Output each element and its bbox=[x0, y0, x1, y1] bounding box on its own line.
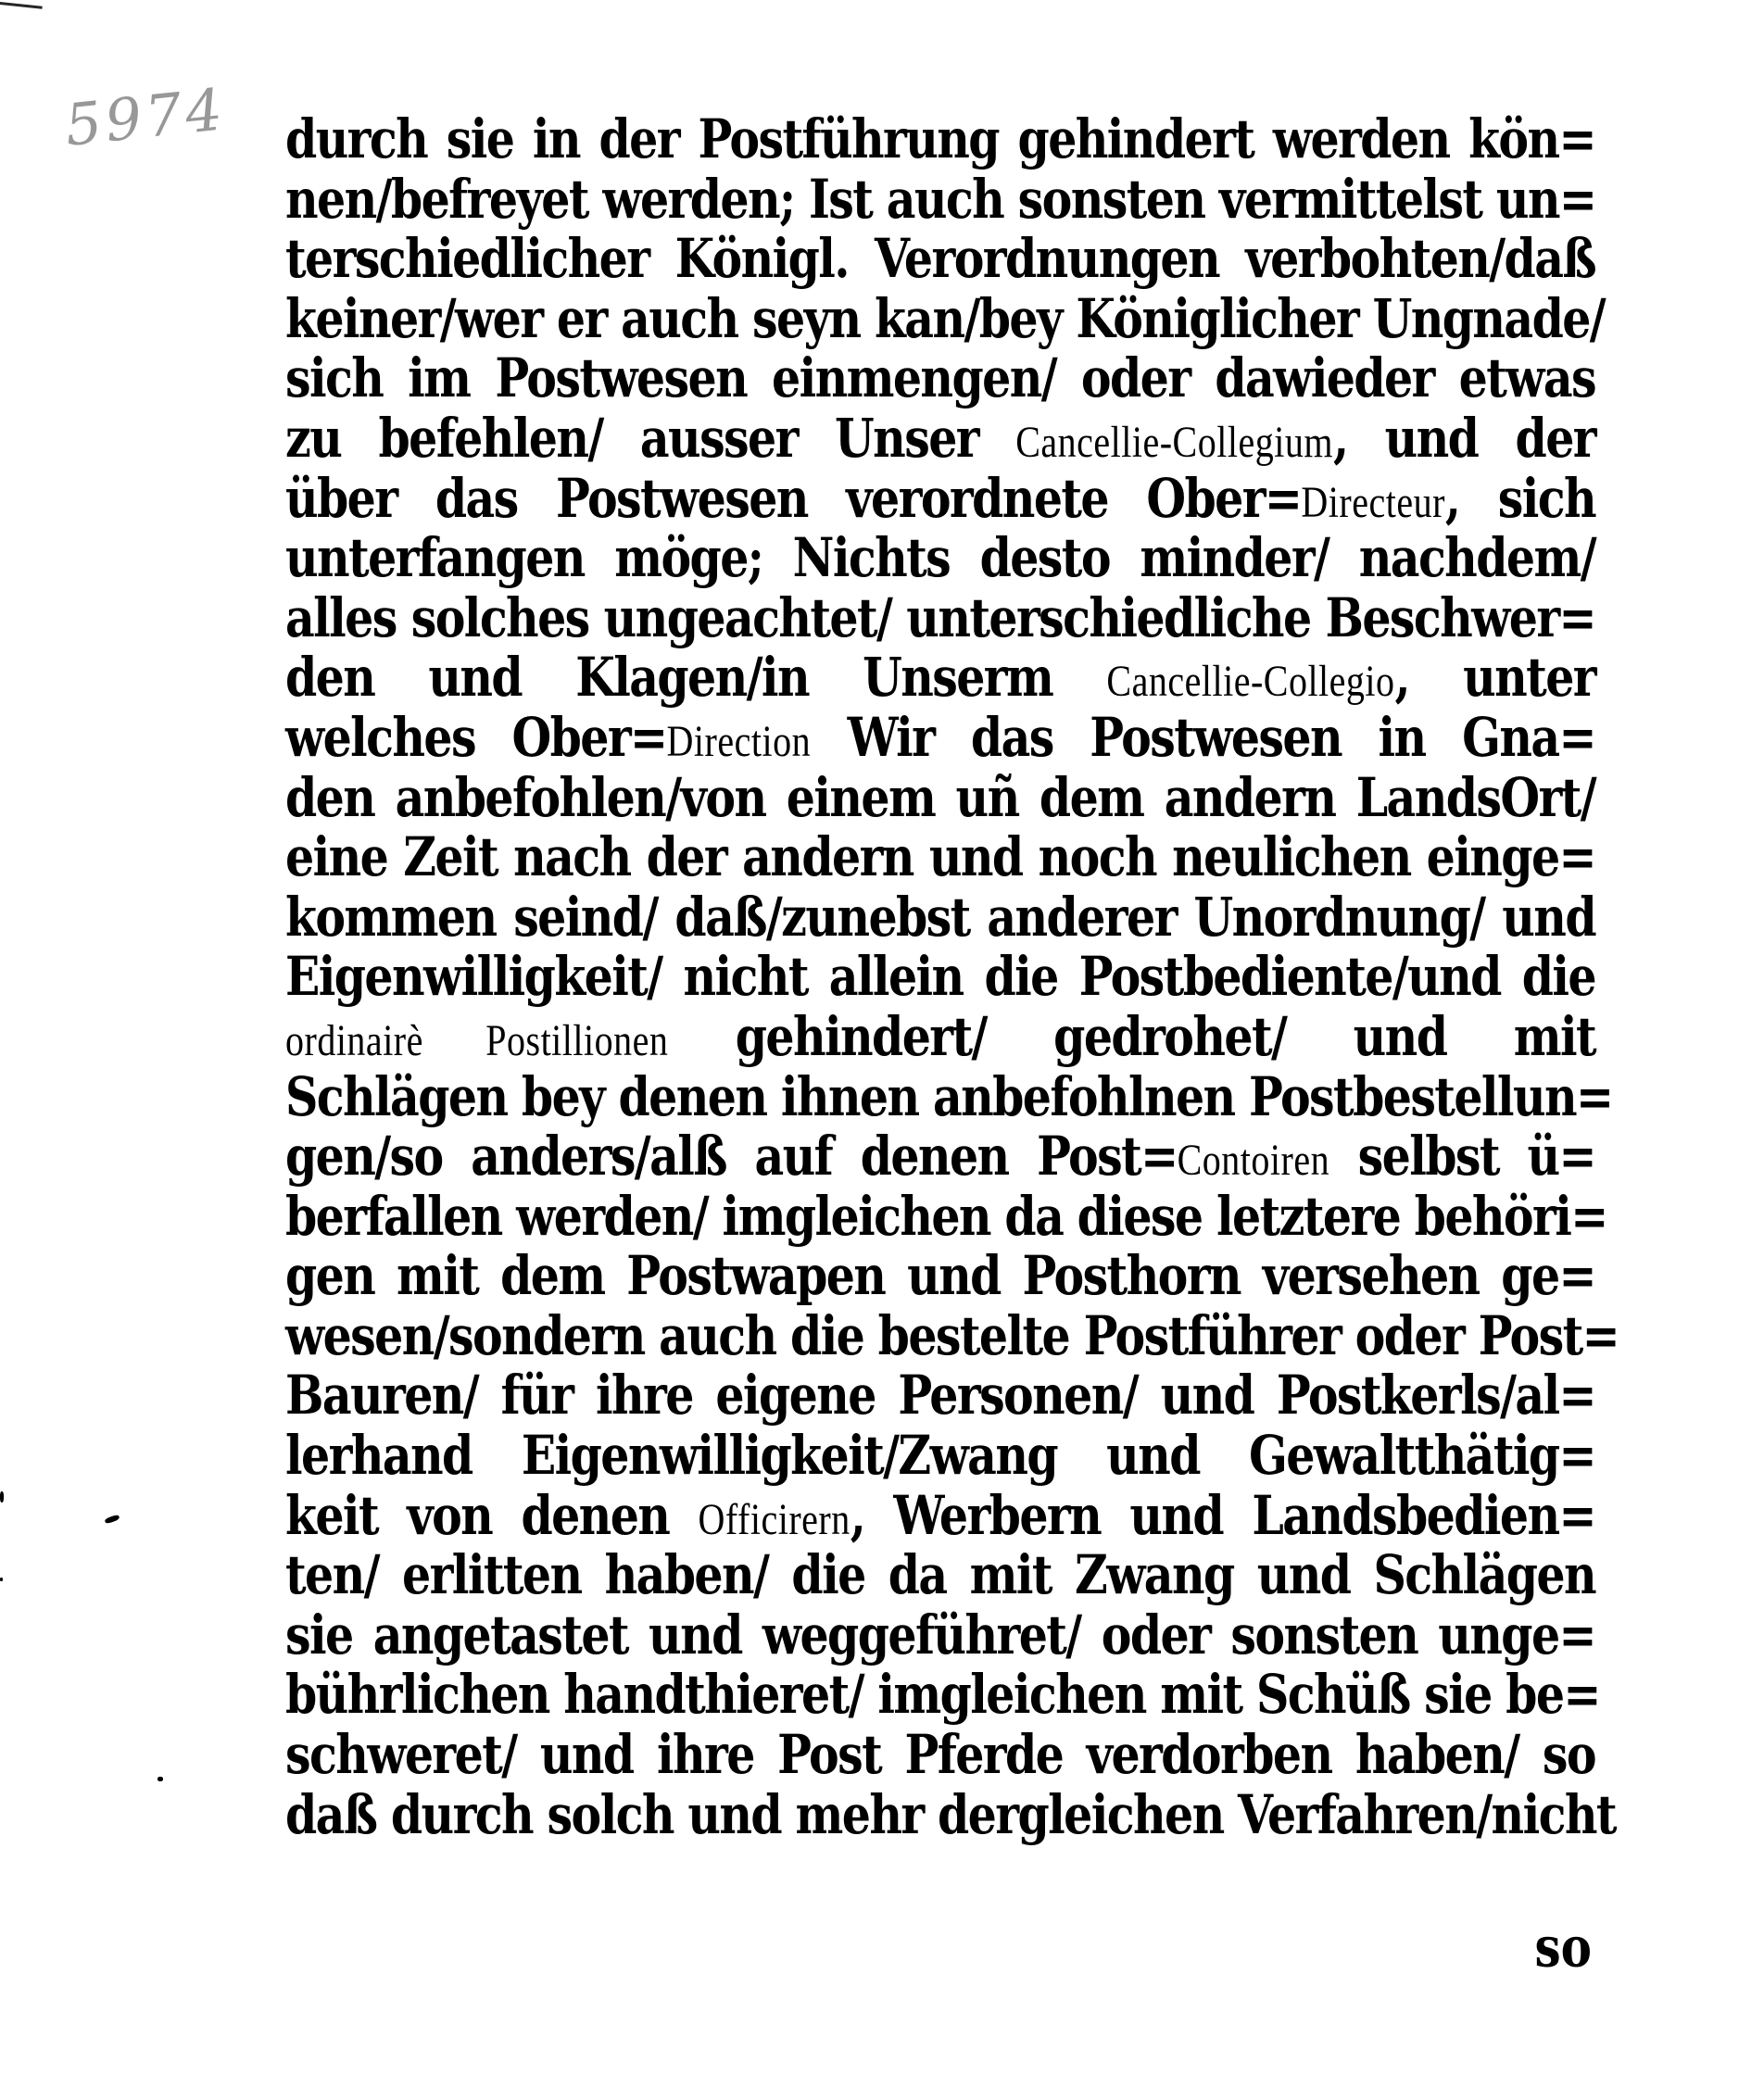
fraktur-text: kommen seind/ daß/zunebst anderer Unordnung/ und bbox=[285, 885, 1595, 949]
body-text bbox=[285, 107, 1619, 1846]
fraktur-text: alles solches ungeachtet/ unterschiedliche Beschwer= bbox=[285, 585, 1595, 649]
fraktur-text: schweret/ und ihre Post Pferde verdorben haben/ so bbox=[285, 1722, 1595, 1787]
fraktur-text: bührlichen handthieret/ imgleichen mit Schüß sie be= bbox=[285, 1663, 1600, 1727]
fraktur-text: Wir das Postwesen in Gna= bbox=[811, 705, 1595, 770]
fraktur-text: über das Postwesen verordnete Ober= bbox=[285, 466, 1302, 530]
fraktur-text: zu befehlen/ ausser Unser bbox=[285, 406, 1016, 471]
fraktur-text: , Werbern und Landsbedien= bbox=[850, 1483, 1595, 1547]
fraktur-text: keit von denen bbox=[285, 1483, 699, 1547]
fraktur-text: , sich bbox=[1444, 466, 1596, 530]
corner-ink-mark bbox=[0, 2, 43, 17]
fraktur-text: eine Zeit nach der andern und noch neulichen einge= bbox=[285, 824, 1595, 889]
fraktur-text: daß durch solch und mehr dergleichen Verfahren/nicht bbox=[285, 1782, 1616, 1846]
fraktur-text: wesen/sondern auch die bestelte Postführer oder Post= bbox=[285, 1303, 1619, 1368]
antiqua-term: Cancellie-Collegium bbox=[1015, 417, 1333, 467]
fraktur-text: berfallen werden/ imgleichen da diese letztere behöri= bbox=[285, 1184, 1607, 1248]
antiqua-term: ordinairè Postillionen bbox=[285, 1015, 669, 1065]
fraktur-text: gen/so anders/alß auf denen Post= bbox=[285, 1124, 1178, 1188]
fraktur-text: sich im Postwesen einmengen/ oder dawieder etwas bbox=[285, 346, 1595, 410]
ink-speck bbox=[0, 1578, 3, 1581]
antiqua-term: Cancellie-Collegio bbox=[1106, 656, 1395, 706]
ink-speck bbox=[158, 1777, 163, 1781]
antiqua-term: Officirern bbox=[698, 1494, 850, 1544]
fraktur-text: durch sie in der Postführung gehindert werden kön= bbox=[285, 107, 1595, 171]
ink-speck bbox=[104, 1514, 120, 1524]
antiqua-term: Direction bbox=[666, 716, 812, 766]
text-line bbox=[285, 1779, 1616, 1850]
fraktur-text: , unter bbox=[1394, 646, 1596, 710]
fraktur-text: den und Klagen/in Unserm bbox=[285, 646, 1107, 710]
fraktur-text: lerhand Eigenwilligkeit/Zwang und Gewaltthätig= bbox=[285, 1423, 1595, 1488]
fraktur-text: nen/befreyet werden; Ist auch sonsten vermittelst un= bbox=[285, 167, 1596, 231]
fraktur-text: Eigenwilligkeit/ nicht allein die Postbediente/und die bbox=[285, 945, 1595, 1009]
antiqua-term: Directeur bbox=[1301, 477, 1445, 527]
fraktur-text: ten/ erlitten haben/ die da mit Zwang und Schlägen bbox=[285, 1542, 1595, 1607]
fraktur-text: gehindert/ gedrohet/ und mit bbox=[668, 1004, 1596, 1069]
fraktur-text: unterfangen möge; Nichts desto minder/ nachdem/ bbox=[285, 525, 1595, 590]
fraktur-text: , und der bbox=[1332, 406, 1595, 471]
fraktur-text: sie angetastet und weggeführet/ oder sonsten unge= bbox=[285, 1603, 1595, 1667]
fraktur-text: welches Ober= bbox=[285, 705, 667, 770]
ink-speck bbox=[0, 1491, 4, 1503]
fraktur-text: keiner/wer er auch seyn kan/bey Königlicher Ungnade/ bbox=[285, 286, 1606, 350]
catchword: so bbox=[1534, 1914, 1592, 1980]
fraktur-text: Bauren/ für ihre eigene Personen/ und Postkerls/al= bbox=[285, 1364, 1595, 1427]
fraktur-text: terschiedlicher Königl. Verordnungen verbohten/daß bbox=[285, 226, 1595, 291]
antiqua-term: Contoiren bbox=[1177, 1135, 1330, 1185]
fraktur-text: gen mit dem Postwapen und Posthorn versehen ge= bbox=[285, 1244, 1595, 1308]
fraktur-text: Schlägen bey denen ihnen anbefohlnen Postbestellun= bbox=[285, 1064, 1613, 1128]
fraktur-text: selbst ü= bbox=[1329, 1124, 1595, 1188]
handwritten-margin-note: 5974 bbox=[61, 75, 230, 159]
fraktur-text: den anbefohlen/von einem uñ dem andern LandsOrt/ bbox=[285, 765, 1595, 829]
